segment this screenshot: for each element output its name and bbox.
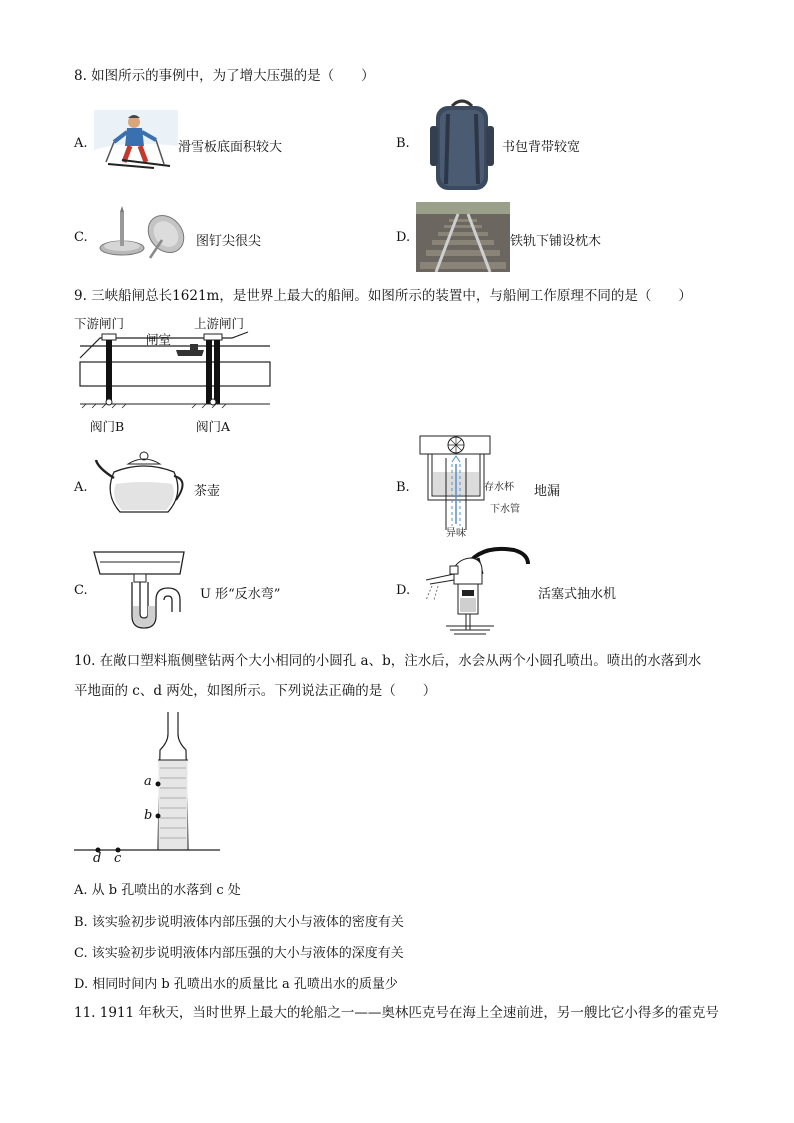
q8-option-b-text: 书包背带较宽 bbox=[502, 140, 581, 155]
drain-label-cup: 存水杯 bbox=[484, 482, 514, 493]
lock-label-chamber: 闸室 bbox=[146, 332, 172, 347]
q9-option-b-text: 地漏 bbox=[534, 484, 561, 499]
lock-label-downstream-gate: 下游闸门 bbox=[74, 316, 125, 331]
q10-option-d bbox=[74, 973, 398, 992]
landing-label-d: d bbox=[93, 851, 102, 866]
q10-option-b bbox=[74, 911, 404, 930]
q10-option-d-text: 相同时间内 b 孔喷出水的质量比 a 孔喷出水的质量少 bbox=[92, 977, 398, 992]
q9-option-a-text: 茶壶 bbox=[194, 484, 221, 499]
q9-option-b-letter: B. bbox=[396, 480, 410, 495]
hole-label-b: b bbox=[144, 808, 153, 823]
hole-label-a: a bbox=[144, 774, 152, 789]
q8-option-d-letter: D. bbox=[396, 230, 411, 245]
q8-option-c-text: 图钉尖很尖 bbox=[196, 234, 262, 249]
backpack-icon bbox=[426, 96, 498, 194]
q10-stem-line1: 10. 在敞口塑料瓶侧壁钻两个大小相同的小圆孔 a、b，注水后，水会从两个小圆孔喷出。喷出的水落到水 bbox=[74, 653, 702, 669]
piston-pump-icon bbox=[424, 544, 534, 636]
q9-option-c-letter: C. bbox=[74, 583, 88, 598]
q10-option-b-letter: B. bbox=[74, 915, 88, 930]
lock-label-upstream-gate: 上游闸门 bbox=[194, 316, 245, 331]
q8-option-c-letter: C. bbox=[74, 230, 88, 245]
q10-stem-line2: 平地面的 c、d 两处，如图所示。下列说法正确的是（ ） bbox=[74, 683, 437, 699]
q9-option-d-letter: D. bbox=[396, 583, 411, 598]
q11-stem: 11. 1911 年秋天，当时世界上最大的轮船之一——奥林匹克号在海上全速前进，另一艘比它小得多的霍克号 bbox=[74, 1005, 719, 1021]
q10-option-d-letter: D. bbox=[74, 977, 89, 992]
q9-stem: 9. 三峡船闸总长1621m，是世界上最大的船闸。如图所示的装置中，与船闸工作原理不同的是（ ） bbox=[74, 288, 692, 304]
q10-option-c-letter: C. bbox=[74, 946, 88, 961]
drain-label-pipe: 下水管 bbox=[490, 504, 520, 515]
thumbtack-icon bbox=[96, 206, 192, 262]
q8-stem: 8. 如图所示的事例中，为了增大压强的是（ ） bbox=[74, 68, 375, 84]
skier-icon bbox=[94, 110, 178, 174]
q10-option-a-letter: A. bbox=[74, 883, 88, 898]
q9-option-a-letter: A. bbox=[74, 480, 88, 495]
q10-option-a-text: 从 b 孔喷出的水落到 c 处 bbox=[91, 883, 241, 898]
lock-label-valve-b: 阀门B bbox=[90, 419, 125, 434]
q10-option-c bbox=[74, 942, 404, 961]
q8-option-a-letter: A. bbox=[74, 136, 88, 151]
q10-option-a bbox=[74, 879, 241, 898]
u-trap-icon bbox=[92, 548, 198, 632]
landing-label-c: c bbox=[114, 851, 122, 866]
q9-option-d-text: 活塞式抽水机 bbox=[538, 587, 617, 602]
lock-label-valve-a: 阀门A bbox=[196, 419, 231, 434]
q8-option-b-letter: B. bbox=[396, 136, 410, 151]
q8-option-d-text: 铁轨下铺设枕木 bbox=[510, 234, 602, 249]
q10-option-c-text: 该实验初步说明液体内部压强的大小与液体的深度有关 bbox=[91, 946, 404, 961]
teapot-icon bbox=[92, 450, 192, 520]
drain-label-smell: 异味 bbox=[446, 528, 466, 539]
q10-option-b-text: 该实验初步说明液体内部压强的大小与液体的密度有关 bbox=[91, 915, 404, 930]
q8-option-a-text: 滑雪板底面积较大 bbox=[178, 140, 283, 155]
railway-icon bbox=[416, 202, 510, 272]
bottle-holes-diagram bbox=[72, 712, 222, 866]
q9-option-c-text: U 形“反水弯” bbox=[200, 587, 281, 602]
